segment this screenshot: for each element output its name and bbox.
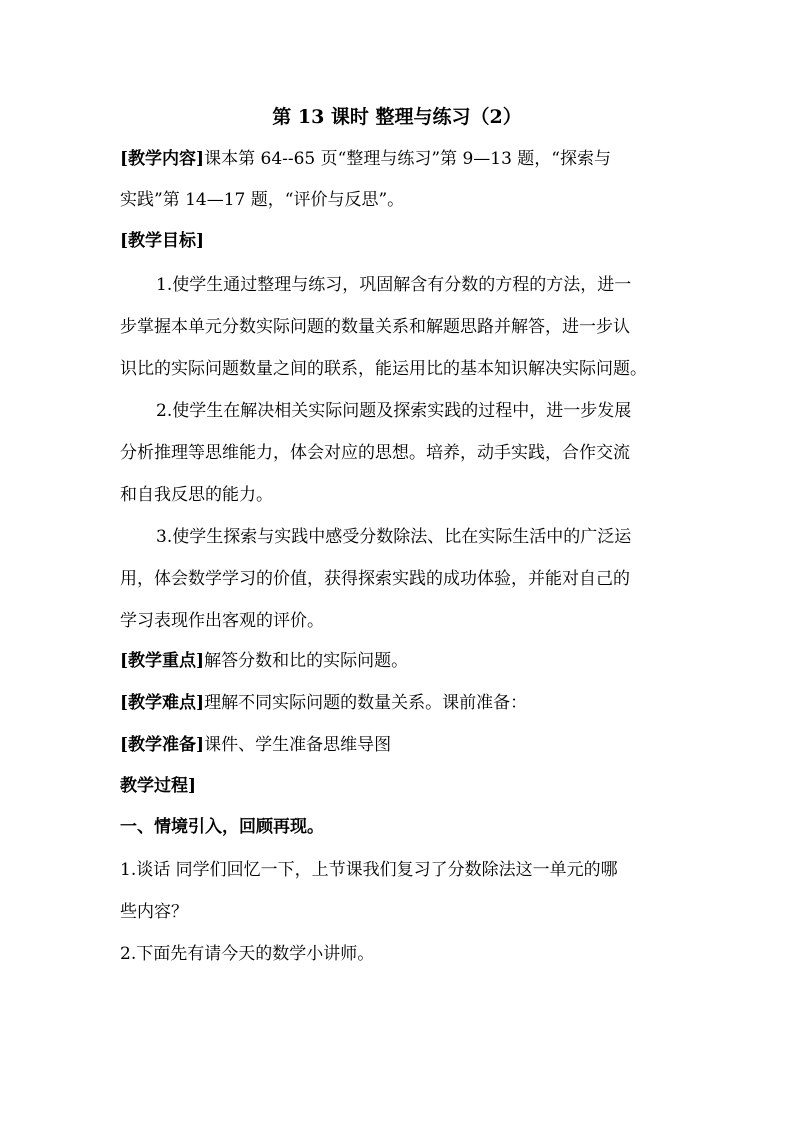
key-point-text: 解答分数和比的实际问题。: [204, 651, 409, 671]
content-line-2: 实践”第 14—17 题，“评价与反思”。: [120, 190, 405, 210]
goal-1-line-2: 步掌握本单元分数实际问题的数量关系和解题思路并解答，进一步认: [120, 317, 630, 337]
goals-heading: [教学目标]: [120, 231, 205, 251]
step-1-line-1: 1.谈话 同学们回忆一下，上节课我们复习了分数除法这一单元的哪: [120, 860, 618, 880]
section-1-heading: 一、情境引入，回顾再现。: [120, 817, 324, 837]
preparation-label: [教学准备]: [120, 735, 205, 755]
key-point-label: [教学重点]: [120, 651, 205, 671]
goal-1-line-3: 识比的实际问题数量之间的联系，能运用比的基本知识解决实际问题。: [120, 359, 647, 379]
difficulty-line: [120, 690, 527, 716]
goal-2-line-1: 2.使学生在解决相关实际问题及探索实践的过程中，进一步发展: [156, 401, 632, 421]
difficulty-text: 理解不同实际问题的数量关系。课前准备：: [204, 693, 528, 713]
goal-1-line-1: 1.使学生通过整理与练习，巩固解含有分数的方程的方法，进一: [156, 275, 632, 295]
content-line-1: [120, 146, 611, 172]
process-heading: 教学过程]: [120, 776, 197, 796]
goal-3-line-3: 学习表现作出客观的评价。: [120, 611, 324, 631]
goal-2-line-2: 分析推理等思维能力，体会对应的思想。培养，动手实践，合作交流: [120, 443, 630, 463]
goal-2-line-3: 和自我反思的能力。: [120, 485, 273, 505]
step-1-line-2: 些内容？: [120, 902, 188, 922]
preparation-text: 课件、学生准备思维导图: [204, 735, 392, 755]
content-label: [教学内容]: [120, 149, 205, 169]
preparation-line: [120, 732, 391, 758]
step-2-line: 2.下面先有请今天的数学小讲师。: [120, 944, 375, 964]
difficulty-label: [教学难点]: [120, 693, 205, 713]
content-text-1: 课本第 64--65 页“整理与练习”第 9—13 题，“探索与: [204, 149, 611, 169]
key-point-line: [120, 648, 408, 674]
page-title: 第 13 课时 整理与练习（2）: [272, 106, 522, 128]
goal-3-line-1: 3.使学生探索与实践中感受分数除法、比在实际生活中的广泛运: [156, 527, 632, 547]
goal-3-line-2: 用，体会数学学习的价值，获得探索实践的成功体验，并能对自己的: [120, 569, 630, 589]
